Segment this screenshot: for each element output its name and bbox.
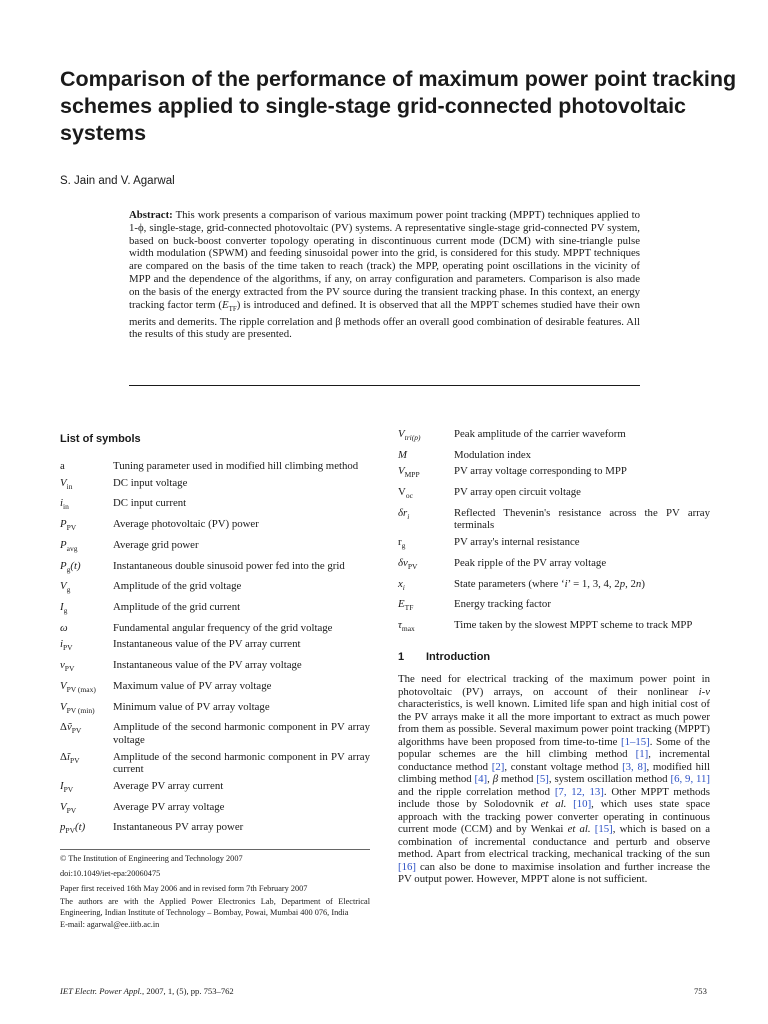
symbol-row (398, 578, 710, 595)
symbol-definition: Amplitude of the grid current (113, 601, 241, 614)
journal-details: , 2007, 1, (5), pp. 753–762 (142, 986, 234, 996)
symbol-row (398, 619, 710, 636)
symbol-definition: DC input voltage (113, 476, 188, 489)
symbol-definition: Amplitude of the second harmonic component in PV array current (113, 750, 370, 776)
symbol-row (60, 701, 370, 718)
symbol: a (60, 460, 65, 472)
symbols-list-left (60, 460, 370, 842)
symbol-row (60, 539, 370, 556)
citation-link[interactable]: [1–15] (620, 735, 650, 748)
citation-link[interactable]: [6, 9, 11] (670, 773, 711, 785)
journal-name: IET Electr. Power Appl. (60, 986, 143, 996)
symbol-definition: Fundamental angular frequency of the grid voltage (113, 621, 333, 634)
symbol: $I_g$ (60, 601, 68, 616)
symbols-list-right (398, 428, 710, 640)
symbol-row (398, 557, 710, 574)
symbol-definition: Instantaneous double sinusoid power fed into the grid (113, 559, 345, 572)
symbol-row (398, 449, 710, 462)
page-number: 753 (694, 986, 707, 996)
symbol: $v_{PV}$ (60, 659, 75, 674)
intro-body: The need for electrical tracking of the maximum power point in photovoltaic (PV) arrays, on account of their nonlinear i-v characteristics, is well known. Limited life span and high initial cost of the PV arrays make it all the more important to extract as much power from them as possible. Several maximum power point tracking (MPPT) algorithms have been proposed from time-to-time [1–15]. Some of the popular schemes are the hill climbing method [1], incremental conductance method [2], constant voltage method [3, 8], modified hill climbing method [4], β method [5], system oscillation method [6, 9, 11] and the ripple correlation method [7, 12, 13]. Other MPPT methods include those by Solodovnik et al. [10], which uses state space approach with the tracking power converter operating in continuous current mode (CCM) and by Wenkai et al. [15], which is based on a combination of incremental conductance and perturb and observe method. Apart from electrical tracking, mechanical tracking of the sun [16] can also be done to maximise insolation and further increase the PV output power. However, MPPT alone is not sufficient. (398, 673, 711, 885)
citation-link[interactable]: [3, 8] (622, 760, 647, 773)
symbols-heading: List of symbols (60, 433, 141, 445)
symbol: $P_g(t)$ (60, 559, 81, 574)
section-number: 1 (398, 651, 405, 663)
citation-link[interactable]: [5] (536, 773, 549, 785)
symbol-row (60, 801, 370, 818)
section-title: Introduction (426, 651, 491, 663)
symbol: M (398, 448, 407, 461)
citation-link[interactable]: [4] (474, 773, 488, 785)
symbol: $i_{in}$ (60, 497, 69, 512)
symbol-row (60, 497, 370, 514)
symbol: $V_{PV}$ (60, 800, 77, 815)
symbol: $V_{MPP}$ (398, 465, 420, 480)
email-note: E-mail: agarwal@ee.iitb.ac.in (60, 920, 160, 930)
symbol: ω (60, 621, 68, 634)
symbol: $P_{avg}$ (60, 538, 78, 553)
symbol: $\tau_{max}$ (398, 619, 415, 634)
symbol: $V_{PV (max)}$ (60, 679, 96, 695)
symbol-definition: Modulation index (454, 448, 532, 461)
symbol: $\Delta ĩ_{PV}$ (60, 750, 80, 765)
symbol-row (60, 622, 370, 635)
abstract-text: This work presents a comparison of various maximum power point tracking (MPPT) techniques applied to 1-ϕ, single-stage, grid-connected photovoltaic (PV) systems. A representative single-stage grid-connected PV system, based on buck-boost converter topology operating in discontinuous current mode (DCM) with sine-triangle pulse width modulation (SPWM) and feeding sinusoidal power into the grid, is considered for this study. MPPT techniques are compared on the basis of the time taken to reach (track) the MPP, operating point oscillations in the vicinity of MPP and the dependence of the algorithms, if any, on array configuration and parameters. Comparison is also made on the basis of the energy extracted from the PV source during the transient tracking phase. In this context, an energy tracking factor term $(E_{TF})$ is introduced and defined. It is observed that all the MPPT schemes studied have their own merits and demerits. The ripple correlation and β methods offer an overall good combination of desirable features. All the results of this study are presented. (129, 209, 640, 341)
symbol-definition: Peak amplitude of the carrier waveform (454, 428, 626, 440)
abstract-divider (129, 385, 640, 386)
symbol-definition: Instantaneous value of the PV array voltage (113, 659, 302, 672)
symbol-definition: Instantaneous PV array power (113, 821, 244, 834)
symbol-row (60, 580, 370, 597)
symbol-definition: Time taken by the slowest MPPT scheme to track MPP (454, 619, 693, 632)
symbol-definition: Minimum value of PV array voltage (113, 700, 270, 713)
citation-link[interactable]: [7, 12, 13] (554, 785, 604, 798)
symbol-definition: Average photovoltaic (PV) power (113, 518, 259, 531)
section-heading (398, 651, 490, 663)
symbol-row (60, 560, 370, 577)
symbol-definition: PV array open circuit voltage (454, 486, 581, 499)
citation-link[interactable]: [16] (398, 860, 416, 873)
abstract (129, 209, 640, 341)
citation-link[interactable]: [15] (594, 823, 613, 835)
symbol-row (60, 721, 370, 746)
symbol: $V_{oc}$ (398, 486, 413, 501)
affiliation-note: The authors are with the Applied Power Electronics Lab, Department of Electrical Engineering, Indian Institute of Technology – Bombay, Powai, Mumbai 400 076, India (60, 896, 370, 917)
symbol-row (60, 518, 370, 535)
symbol: $V_{in}$ (60, 476, 73, 491)
symbol-row (60, 601, 370, 618)
copyright-note: © The Institution of Engineering and Technology 2007 (60, 854, 243, 863)
symbol-row (398, 536, 710, 553)
symbol-row (60, 477, 370, 494)
symbol-row (398, 428, 710, 445)
symbol: $i_{PV}$ (60, 638, 73, 653)
symbol: $V_{PV (min)}$ (60, 700, 95, 715)
symbol-definition: PV array's internal resistance (454, 536, 580, 549)
symbol-definition: State parameters (where ‘i’ = 1, 3, 4, 2p, 2n) (454, 577, 645, 590)
symbol-definition: Amplitude of the grid voltage (113, 580, 242, 593)
symbol: $\delta v_{PV}$ (398, 556, 418, 571)
symbol: $V_{tri(p)}$ (398, 428, 421, 443)
symbol-definition: Reflected Thevenin's resistance across the PV array terminals (454, 506, 710, 532)
citation-link[interactable]: [2] (491, 760, 505, 773)
symbol-row (60, 638, 370, 655)
symbol-row (60, 780, 370, 797)
symbol: $P_{PV}$ (60, 518, 77, 533)
symbol: $\delta r_i$ (398, 506, 410, 521)
symbol: $V_g$ (60, 580, 71, 595)
abstract-label: Abstract: (129, 209, 173, 221)
doi-note: doi:10.1049/iet-epa:20060475 (60, 869, 161, 879)
received-note: Paper first received 16th May 2006 and in revised form 7th February 2007 (60, 884, 308, 894)
symbol-definition: Maximum value of PV array voltage (113, 679, 272, 692)
footnote-divider (60, 849, 370, 850)
symbol: $r_g$ (398, 536, 406, 551)
symbol-definition: Tuning parameter used in modified hill climbing method (113, 460, 359, 472)
symbol-row (60, 659, 370, 676)
symbol: $x_i$ (398, 577, 405, 592)
symbol-definition: Average PV array voltage (113, 800, 225, 813)
journal-footer (60, 986, 234, 996)
symbol: $E_{TF}$ (398, 598, 414, 613)
symbol-row (60, 751, 370, 776)
symbol-row (398, 465, 710, 482)
paper-title: Comparison of the performance of maximum power point tracking schemes applied to single-stage grid-connected photovoltaic systems (60, 67, 737, 145)
footnotes (60, 853, 370, 934)
symbol-definition: Average PV array current (113, 779, 224, 792)
symbol-definition: Peak ripple of the PV array voltage (454, 556, 607, 569)
symbol-definition: Instantaneous value of the PV array current (113, 638, 301, 651)
symbol: Δṽ$_{PV}$ (60, 721, 82, 736)
authors: S. Jain and V. Agarwal (60, 175, 175, 187)
symbol-definition: PV array voltage corresponding to MPP (454, 465, 627, 478)
symbol-row (398, 507, 710, 532)
symbol-definition: Amplitude of the second harmonic component in PV array voltage (113, 721, 370, 747)
symbol-definition: Energy tracking factor (454, 598, 551, 611)
symbol: $p_{PV}(t)$ (60, 821, 86, 836)
symbol-definition: DC input current (113, 497, 187, 510)
citation-link[interactable]: [10] (573, 798, 592, 810)
symbol-row (398, 486, 710, 503)
symbol-row (398, 598, 710, 615)
symbol-row (60, 821, 370, 838)
symbol-definition: Average grid power (113, 538, 199, 551)
symbol-row (60, 680, 370, 697)
symbol: $I_{PV}$ (60, 779, 74, 794)
symbol-row (60, 460, 370, 473)
citation-link[interactable]: [1] (635, 748, 649, 760)
